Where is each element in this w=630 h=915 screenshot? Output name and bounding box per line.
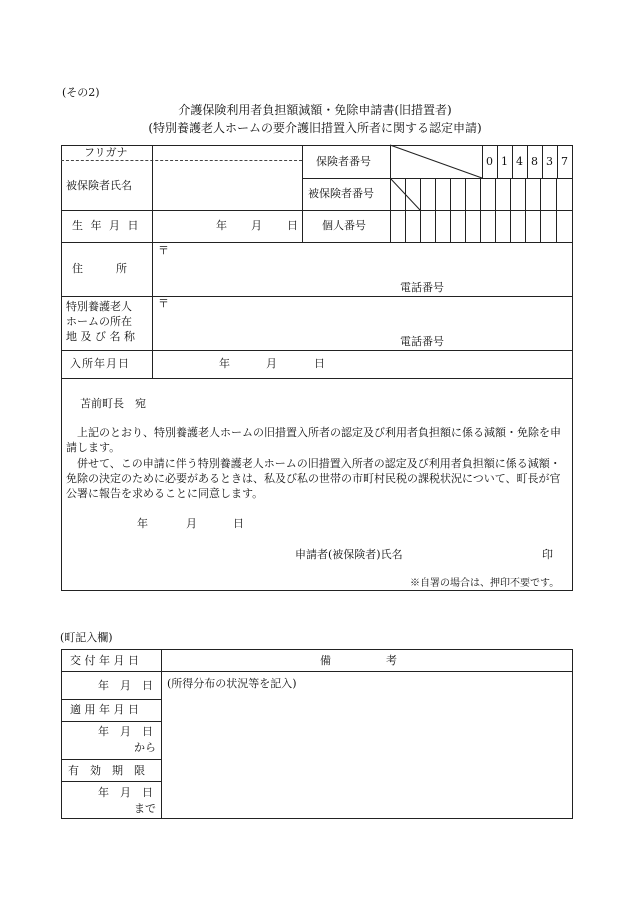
facility-postal-mark: 〒 — [158, 297, 169, 310]
admission-date-label: 入所年月日 — [70, 357, 130, 370]
addressee: 苫前町長 宛 — [80, 397, 146, 410]
insurer-digit: 8 — [531, 155, 538, 168]
office-label-column — [161, 649, 162, 819]
form-number-note: (その2) — [62, 86, 100, 99]
facility-label-line3: 地 及 び 名 称 — [66, 330, 135, 343]
insured-name-label: 被保険者氏名 — [66, 179, 132, 192]
validity-label: 有 効 期 限 — [68, 764, 145, 777]
apply-date-value: 年 月 日 — [98, 725, 153, 738]
issue-date-value: 年 月 日 — [98, 679, 153, 692]
office-row-rule — [61, 781, 161, 782]
office-row-rule — [61, 699, 161, 700]
application-day-unit: 日 — [233, 517, 244, 530]
admission-year-unit: 年 — [219, 357, 230, 370]
birth-date-label: 生 年 月 日 — [72, 219, 141, 232]
birth-day-unit: 日 — [287, 219, 298, 232]
address-postal-mark: 〒 — [158, 244, 169, 257]
application-paragraph-1: 上記のとおり、特別養護老人ホームの旧措置入所者の認定及び利用者負担額に係る減額・免除を申請します。 — [66, 426, 561, 454]
issue-date-label: 交 付 年 月 日 — [70, 654, 139, 667]
validity-until-label: まで — [134, 802, 156, 815]
facility-label-line2: ホームの所在 — [66, 315, 132, 328]
insurer-digit: 4 — [516, 155, 523, 168]
furigana-label: フリガナ — [84, 146, 128, 159]
office-row-rule — [61, 721, 161, 722]
insurer-digit: 7 — [561, 155, 568, 168]
insurer-digit: 3 — [546, 155, 553, 168]
birth-month-unit: 月 — [251, 219, 262, 232]
insurer-digit: 1 — [501, 155, 508, 168]
address-label: 住 所 — [72, 262, 127, 275]
remarks-label: 備 考 — [320, 654, 397, 667]
form-title: 介護保険利用者負担額減額・免除申請書(旧措置者) — [178, 103, 452, 117]
insured-number-label: 被保険者番号 — [308, 187, 374, 200]
insured-name-field[interactable] — [154, 162, 300, 208]
apply-from-label: から — [134, 741, 156, 754]
facility-label-line1: 特別養護老人 — [66, 300, 132, 313]
application-month-unit: 月 — [186, 517, 197, 530]
birth-year-unit: 年 — [216, 219, 227, 232]
personal-number-label: 個人番号 — [322, 219, 366, 232]
admission-day-unit: 日 — [314, 357, 325, 370]
apply-date-label: 適 用 年 月 日 — [70, 703, 139, 716]
seal-note: ※自署の場合は、押印不要です。 — [410, 578, 560, 589]
insurer-digit: 0 — [486, 155, 493, 168]
remarks-note: (所得分布の状況等を記入) — [167, 677, 297, 690]
facility-phone-label: 電話番号 — [400, 335, 444, 348]
admission-month-unit: 月 — [266, 357, 277, 370]
validity-date-value: 年 月 日 — [98, 786, 153, 799]
address-phone-label: 電話番号 — [400, 281, 444, 294]
office-section-label: (町記入欄) — [60, 631, 113, 644]
application-year-unit: 年 — [137, 517, 148, 530]
form-subtitle: (特別養護老人ホームの要介護旧措置入所者に関する認定申請) — [148, 121, 482, 135]
office-row-rule — [61, 759, 161, 760]
applicant-name-label: 申請者(被保険者)氏名 — [295, 548, 403, 561]
office-header-rule — [61, 671, 573, 672]
seal-mark: 印 — [542, 548, 553, 561]
application-paragraph-2: 併せて、この申請に伴う特別養護老人ホームの旧措置入所者の認定及び利用者負担額に係る減額・免除の決定のために必要があるときは、私及び私の世帯の市町村民税の課税状況について、町長が官公署に報告を求めることに同意します。 — [66, 457, 561, 500]
insurer-number-label: 保険者番号 — [316, 155, 371, 168]
